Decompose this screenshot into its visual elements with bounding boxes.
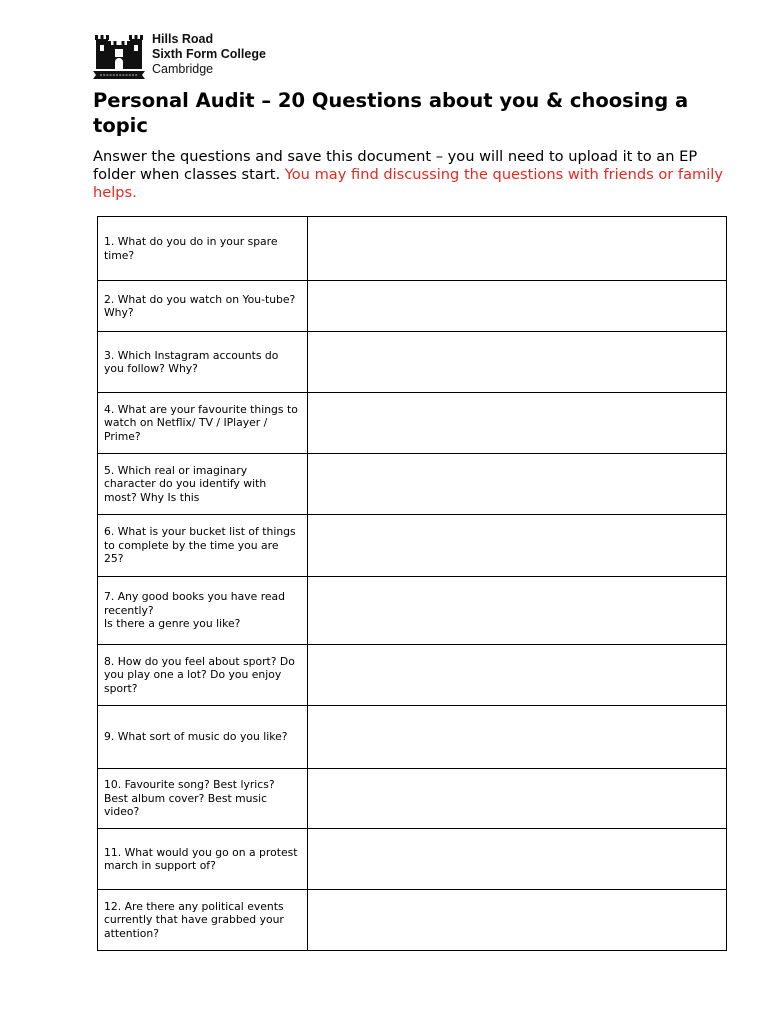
table-row [98, 332, 727, 393]
question-cell [98, 706, 308, 769]
college-name-line2: Sixth Form College [152, 47, 266, 61]
table-row [98, 829, 727, 890]
table-row [98, 645, 727, 706]
answer-cell[interactable] [308, 890, 727, 951]
answer-cell[interactable] [308, 281, 727, 332]
question-text: 9. What sort of music do you like? [104, 730, 288, 744]
question-text: 7. Any good books you have read recently? Is there a genre you like? [104, 590, 286, 631]
answer-cell[interactable] [308, 645, 727, 706]
college-location: Cambridge [152, 62, 214, 76]
question-text: 4. What are your favourite things to watch on Netflix/ TV / IPlayer / Prime? [104, 402, 298, 443]
table-row [98, 515, 727, 577]
table-row [98, 393, 727, 454]
table-row [98, 769, 727, 829]
answer-cell[interactable] [308, 332, 727, 393]
answer-cell[interactable] [308, 706, 727, 769]
answer-cell[interactable] [308, 393, 727, 454]
question-cell [98, 769, 308, 829]
question-cell [98, 577, 308, 645]
question-text: 8. How do you feel about sport? Do you play one a lot? Do you enjoy sport? [104, 654, 295, 695]
table-row [98, 217, 727, 281]
intro-text: Answer the questions and save this document – you will need to upload it to an EP folder when classes start. [93, 148, 698, 183]
question-text: 5. Which real or imaginary character do you identify with most? Why Is this [104, 463, 267, 504]
question-text: 1. What do you do in your spare time? [104, 235, 278, 262]
question-text: 2. What do you watch on You-tube? Why? [104, 292, 296, 319]
answer-cell[interactable] [308, 829, 727, 890]
intro-highlight: You may find discussing the questions with friends or family helps. [93, 166, 723, 201]
question-cell [98, 217, 308, 281]
question-text: 11. What would you go on a protest march in support of? [104, 845, 298, 872]
answer-cell[interactable] [308, 217, 727, 281]
answer-cell[interactable] [308, 769, 727, 829]
table-row [98, 706, 727, 769]
college-logo [92, 31, 266, 81]
answer-cell[interactable] [308, 454, 727, 515]
question-cell [98, 645, 308, 706]
question-text: 10. Favourite song? Best lyrics? Best album cover? Best music video? [104, 778, 275, 819]
question-cell [98, 332, 308, 393]
question-cell [98, 829, 308, 890]
intro-paragraph [93, 148, 733, 202]
table-row [98, 454, 727, 515]
question-cell [98, 454, 308, 515]
answer-cell[interactable] [308, 515, 727, 577]
question-text: 12. Are there any political events currently that have grabbed your attention? [104, 899, 284, 940]
college-name-line1: Hills Road [152, 32, 214, 46]
question-text: 3. Which Instagram accounts do you follow? Why? [104, 348, 279, 375]
table-row [98, 890, 727, 951]
table-row [98, 577, 727, 645]
questions-table [97, 216, 727, 951]
question-cell [98, 281, 308, 332]
question-text: 6. What is your bucket list of things to complete by the time you are 25? [104, 525, 296, 566]
page-title: Personal Audit – 20 Questions about you & choosing a topic [93, 89, 689, 137]
table-row [98, 281, 727, 332]
answer-cell[interactable] [308, 577, 727, 645]
question-cell [98, 890, 308, 951]
question-cell [98, 515, 308, 577]
castle-crest-icon [92, 31, 146, 81]
question-cell [98, 393, 308, 454]
